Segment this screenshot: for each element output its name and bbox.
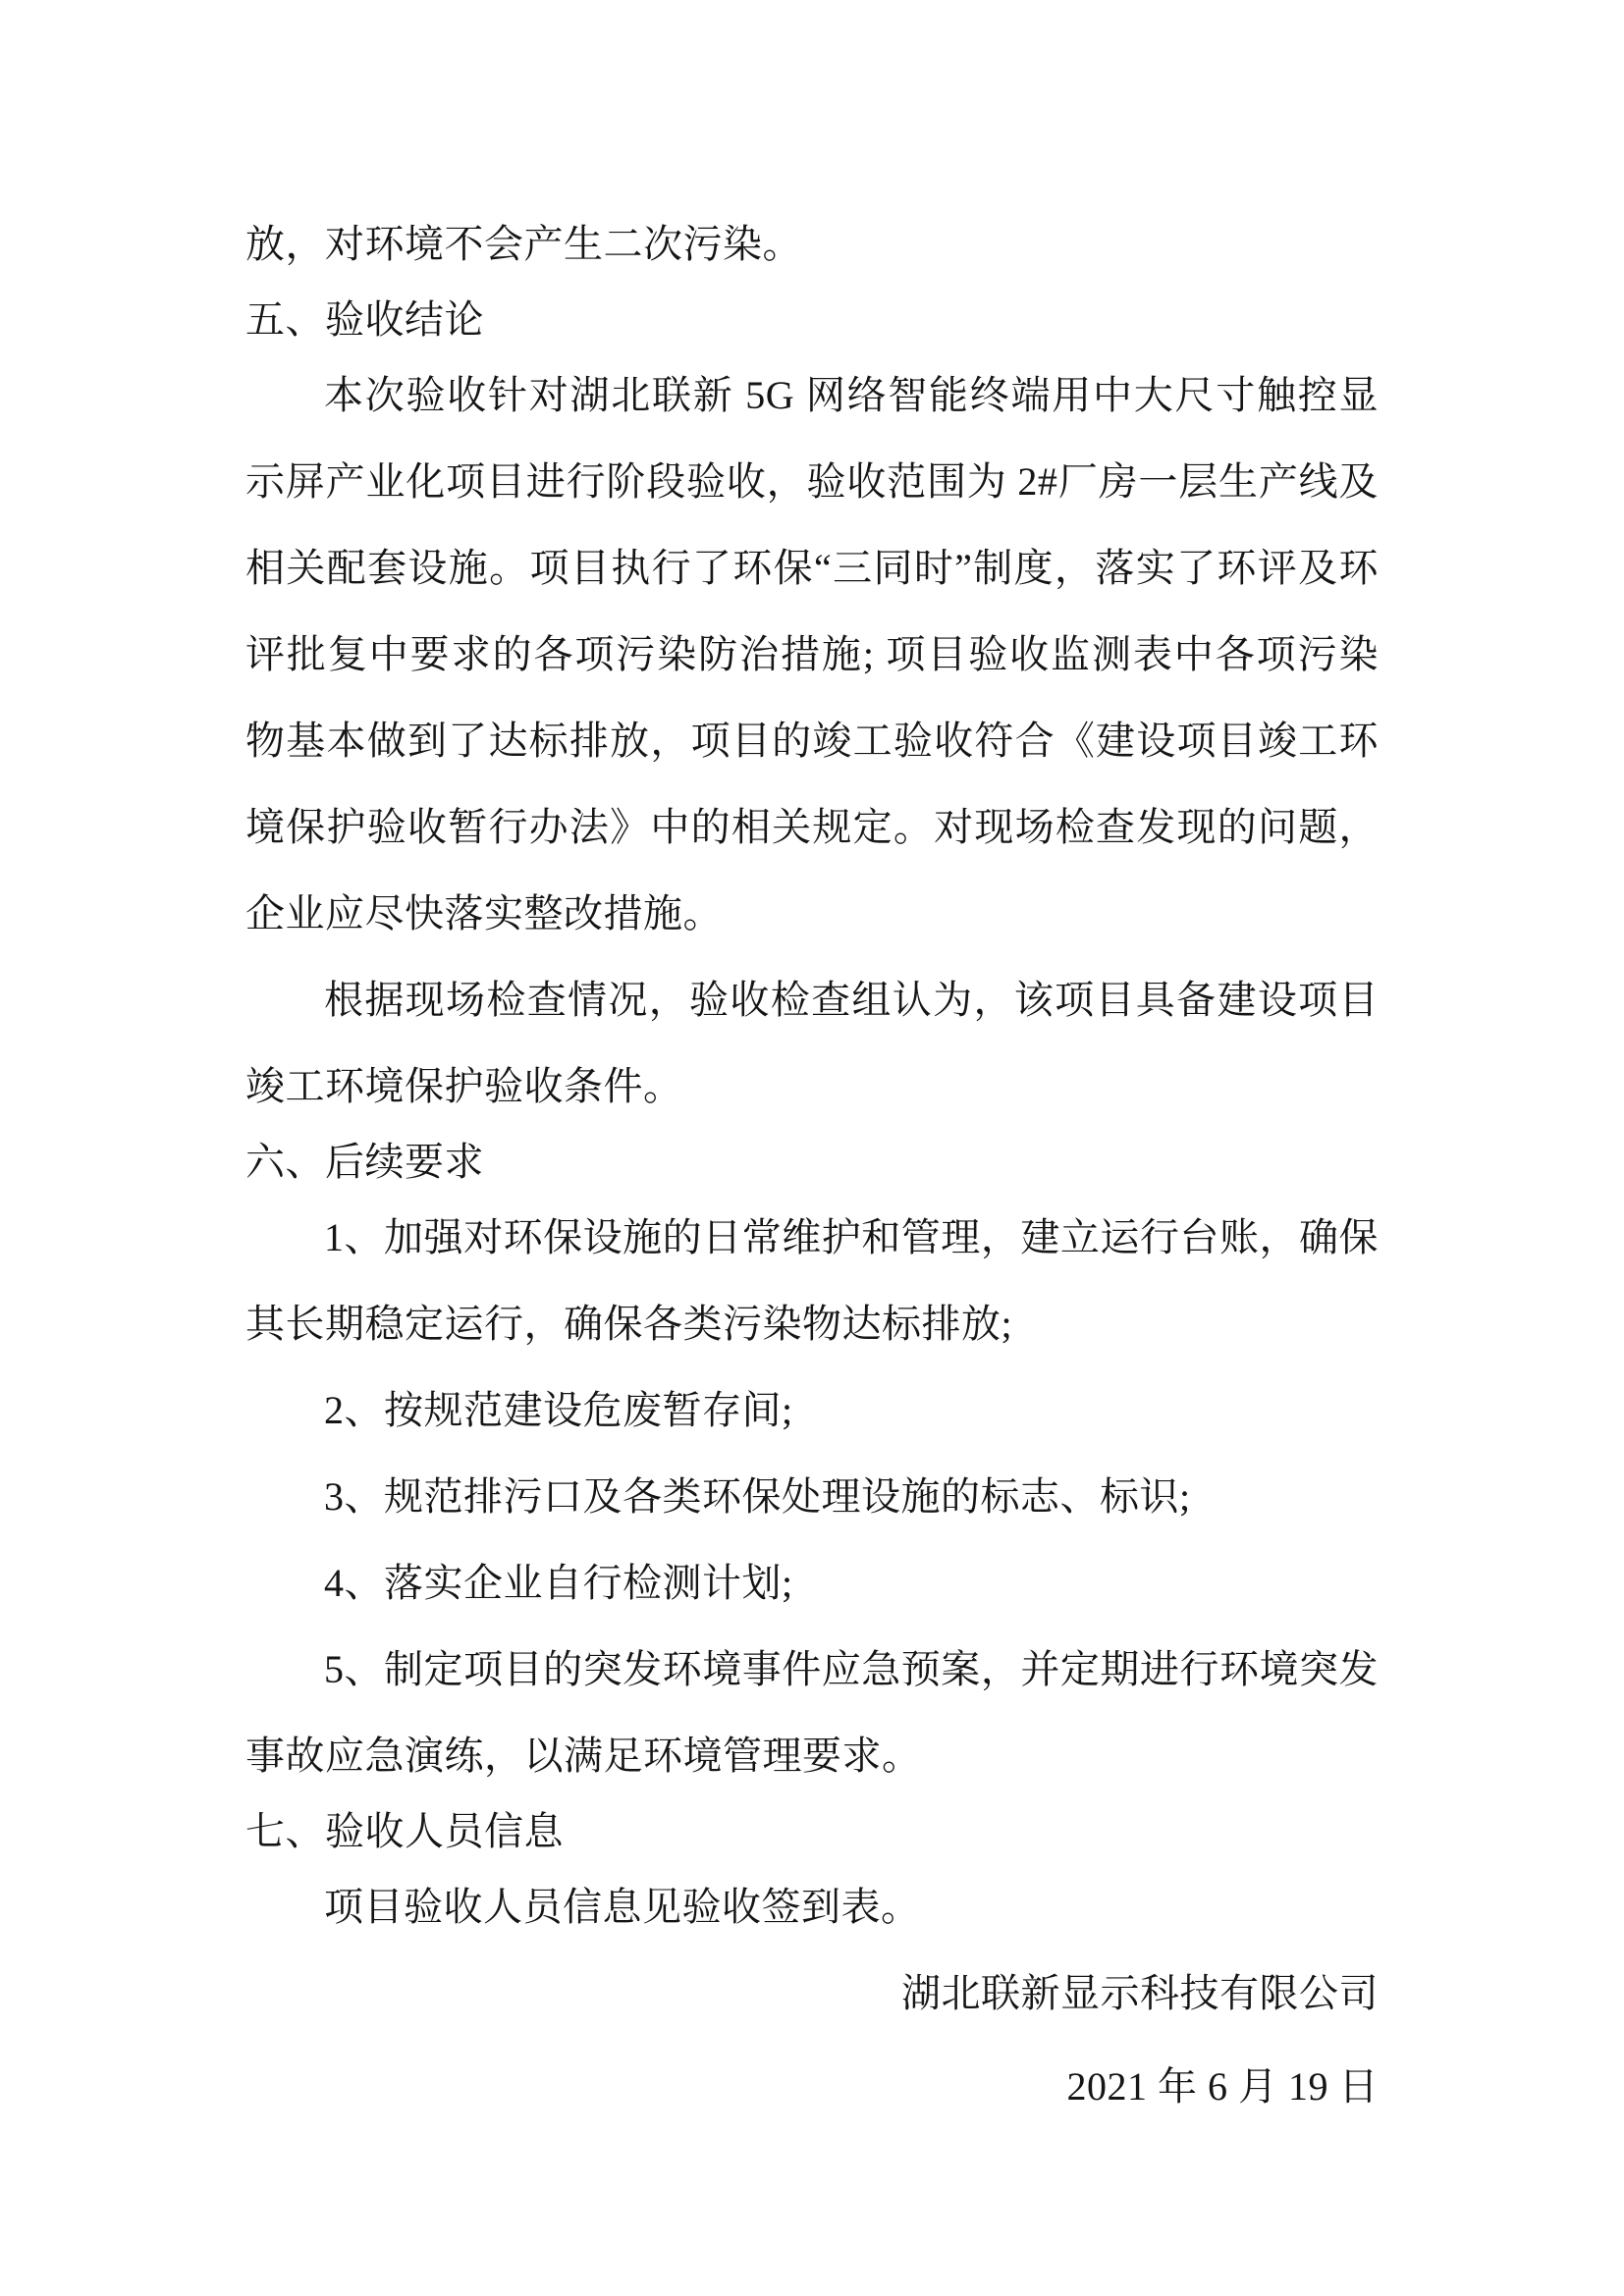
list-item-2: 2、按规范建设危废暂存间; <box>324 1388 793 1432</box>
paragraph-conclusion-scope: 本次验收针对湖北联新 5G 网络智能终端用中大尺寸触控显示屏产业化项目进行阶段验收，验收范围为 2#厂房一层生产线及相关配套设施。项目执行了环保“三同时”制度，落实了环评及环评批复中要求的各项污染防治措施; 项目验收监测表中各项污染物基本做到了达标排放，项目的竣工验收符合《建设项目竣工环境保护验收暂行办法》中的相关规定。对现场检查发现的问题，企业应尽快落实整改措施。 <box>245 373 1379 935</box>
list-item-1: 1、加强对环保设施的日常维护和管理，建立运行台账，确保其长期稳定运行，确保各类污染物达标排放; <box>245 1215 1379 1346</box>
heading-section-7-personnel: 七、验收人员信息 <box>245 1809 564 1853</box>
signature-company: 湖北联新显示科技有限公司 <box>901 1971 1379 2015</box>
paragraph-tail: 放，对环境不会产生二次污染。 <box>245 222 802 266</box>
list-item-4: 4、落实企业自行检测计划; <box>324 1561 793 1605</box>
list-item-3: 3、规范排污口及各类环保处理设施的标志、标识; <box>324 1474 1191 1519</box>
paragraph-conclusion-opinion: 根据现场检查情况，验收检查组认为，该项目具备建设项目竣工环境保护验收条件。 <box>245 978 1379 1108</box>
heading-section-5-conclusion: 五、验收结论 <box>245 297 484 342</box>
list-item-5: 5、制定项目的突发环境事件应急预案，并定期进行环境突发事故应急演练，以满足环境管理要求。 <box>245 1647 1379 1778</box>
paragraph-personnel-note: 项目验收人员信息见验收签到表。 <box>324 1885 921 1929</box>
heading-section-6-followup: 六、后续要求 <box>245 1140 484 1184</box>
signature-date: 2021 年 6 月 19 日 <box>1066 2064 1379 2109</box>
document-content <box>245 201 1379 2130</box>
